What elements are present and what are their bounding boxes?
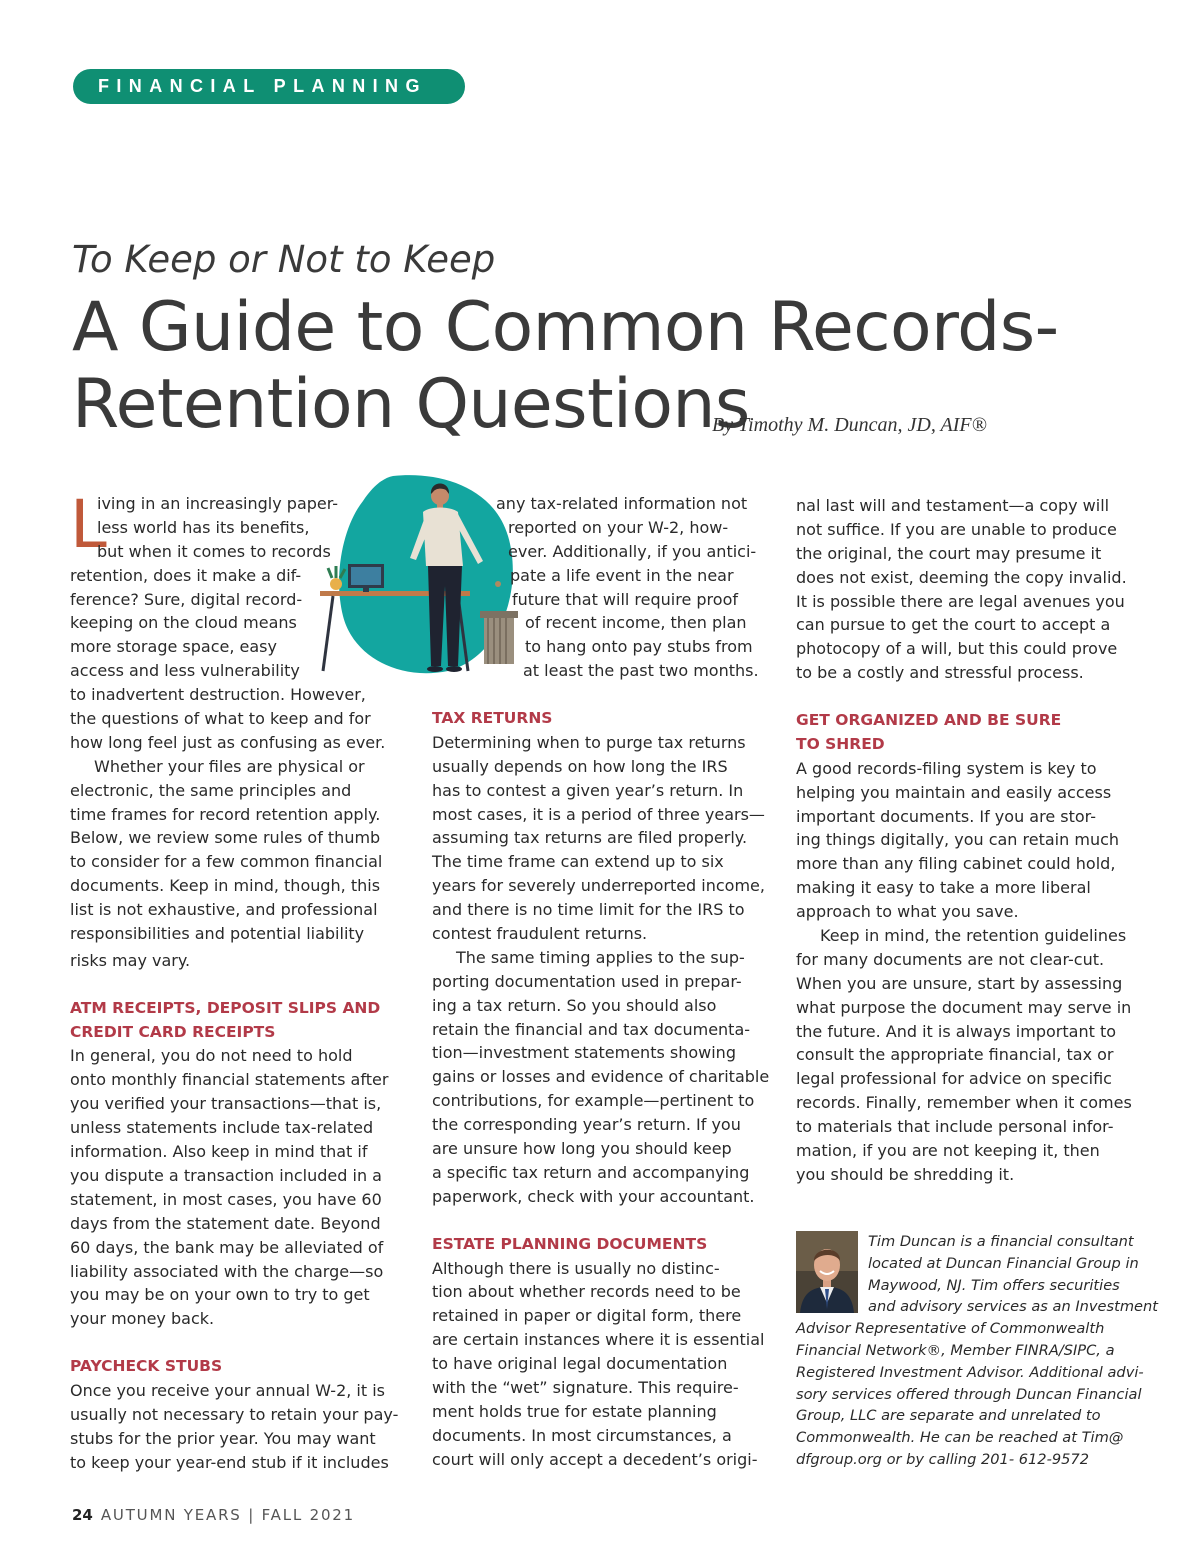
body-line: information. Also keep in mind that if (70, 1142, 368, 1162)
body-line: to inadvertent destruction. However, (70, 685, 366, 705)
body-line: stubs for the prior year. You may want (70, 1428, 376, 1448)
body-line: porting documentation used in prepar- (432, 971, 742, 991)
body-line: Whether your files are physical or (94, 756, 365, 776)
body-line: to have original legal documentation (432, 1354, 728, 1374)
author-bio (796, 1231, 1158, 1471)
article-title-line-2: Retention Questions (72, 365, 750, 444)
body-line: can pursue to get the court to accept a (796, 615, 1111, 635)
bio-line: Maywood, NJ. Tim offers securities (868, 1276, 1120, 1294)
body-line: retention, does it make a dif- (70, 565, 302, 585)
body-line: In general, you do not need to hold (70, 1046, 353, 1066)
body-line: Determining when to purge tax returns (432, 732, 746, 752)
body-line: paperwork, check with your accountant. (432, 1186, 755, 1206)
page-footer (72, 1506, 355, 1524)
body-line: tion—investment statements showing (432, 1043, 736, 1063)
body-line: Keep in mind, the retention guidelines (820, 926, 1127, 946)
body-line: more than any filing cabinet could hold, (796, 854, 1116, 874)
body-line: The time frame can extend up to six (432, 852, 724, 872)
body-line: has to contest a given year’s return. In (432, 780, 744, 800)
byline: By Timothy M. Duncan, JD, AIF® (712, 414, 987, 436)
bio-line: Group, LLC are separate and unrelated to (796, 1407, 1101, 1425)
body-line: unless statements include tax-related (70, 1118, 374, 1138)
body-line: documents. Keep in mind, though, this (70, 876, 381, 896)
body-line: documents. In most circumstances, a (432, 1425, 732, 1445)
body-line: of recent income, then plan (525, 613, 747, 633)
body-line: gains or losses and evidence of charitable (432, 1067, 770, 1087)
body-line: ing a tax return. So you should also (432, 995, 717, 1015)
column-3 (796, 494, 1132, 1187)
body-line: the corresponding year’s return. If you (432, 1115, 741, 1135)
bio-line: Advisor Representative of Commonwealth (796, 1320, 1105, 1338)
body-line: liability associated with the charge—so (70, 1261, 384, 1281)
body-line: to keep your year-end stub if it includes (70, 1452, 389, 1472)
bio-line: and advisory services as an Investment (868, 1298, 1158, 1316)
body-line: you should be shredding it. (796, 1164, 1015, 1184)
body-line: retained in paper or digital form, there (432, 1306, 742, 1326)
body-line: usually not necessary to retain your pay- (70, 1404, 399, 1424)
body-line: most cases, it is a period of three years— (432, 804, 765, 824)
body-line: ference? Sure, digital record- (70, 589, 303, 609)
subhead-estate-planning: ESTATE PLANNING DOCUMENTS (432, 1234, 708, 1253)
body-line: consult the appropriate financial, tax or (796, 1045, 1114, 1065)
body-line: the questions of what to keep and for (70, 709, 371, 729)
column-1 (70, 486, 399, 1475)
body-line: When you are unsure, start by assessing (796, 973, 1123, 993)
body-line: you verified your transactions—that is, (70, 1094, 382, 1114)
article-kicker: To Keep or Not to Keep (72, 238, 496, 281)
body-line: what purpose the document may serve in (796, 997, 1132, 1017)
bio-line: located at Duncan Financial Group in (868, 1254, 1139, 1272)
body-line: less world has its benefits, (97, 517, 310, 537)
subhead-get-organized: TO SHRED (796, 734, 885, 753)
body-line: mation, if you are not keeping it, then (796, 1141, 1100, 1161)
body-line: Once you receive your annual W-2, it is (70, 1380, 386, 1400)
publication-name: AUTUMN YEARS | FALL 2021 (100, 1506, 355, 1524)
page-number: 24 (72, 1506, 93, 1524)
body-line: approach to what you save. (796, 902, 1019, 922)
body-line: to hang onto pay stubs from (525, 637, 753, 657)
subhead-get-organized: GET ORGANIZED AND BE SURE (796, 711, 1062, 730)
body-line: you dispute a transaction included in a (70, 1165, 382, 1185)
body-line: 60 days, the bank may be alleviated of (70, 1237, 384, 1257)
body-line: statement, in most cases, you have 60 (70, 1189, 382, 1209)
body-line: to be a costly and stressful process. (796, 663, 1084, 683)
column-2 (432, 492, 769, 1472)
bio-line: Financial Network®, Member FINRA/SIPC, a (796, 1341, 1115, 1359)
body-line: electronic, the same principles and (70, 780, 352, 800)
body-line: court will only accept a decedent’s origi- (432, 1449, 758, 1469)
bio-line: dfgroup.org or by calling 201- 612-9572 (796, 1450, 1089, 1468)
body-line: access and less vulnerability (70, 661, 300, 681)
body-line: records. Finally, remember when it comes (796, 1093, 1132, 1113)
body-line: and there is no time limit for the IRS to (432, 900, 745, 920)
body-line: reported on your W-2, how- (508, 517, 729, 537)
body-line: list is not exhaustive, and professional (70, 900, 378, 920)
body-line: responsibilities and potential liability (70, 924, 365, 944)
body-line: the future. And it is always important to (796, 1021, 1116, 1041)
body-line: important documents. If you are stor- (796, 806, 1096, 826)
body-line: not suffice. If you are unable to produce (796, 519, 1117, 539)
body-line: more storage space, easy (70, 637, 277, 657)
drop-cap: L (70, 486, 107, 563)
body-line: for many documents are not clear-cut. (796, 949, 1105, 969)
bio-line: Tim Duncan is a financial consultant (868, 1233, 1134, 1250)
body-line: ment holds true for estate planning (432, 1401, 717, 1421)
body-line: helping you maintain and easily access (796, 782, 1112, 802)
body-line: assuming tax returns are filed properly. (432, 828, 748, 848)
body-line: making it easy to take a more liberal (796, 878, 1091, 898)
body-line: pate a life event in the near (510, 565, 734, 585)
body-line: a specific tax return and accompanying (432, 1162, 750, 1182)
body-line: does not exist, deeming the copy invalid. (796, 567, 1127, 587)
body-line: years for severely underreported income, (432, 876, 765, 896)
body-line: ever. Additionally, if you antici- (508, 541, 757, 561)
body-line: risks may vary. (70, 950, 191, 970)
body-line: Although there is usually no distinc- (432, 1258, 720, 1278)
body-line: ing things digitally, you can retain much (796, 830, 1120, 850)
bio-line: sory services offered through Duncan Financial (796, 1385, 1142, 1403)
body-line: the original, the court may presume it (796, 543, 1102, 563)
body-line: retain the financial and tax documenta- (432, 1019, 751, 1039)
body-line: how long feel just as confusing as ever. (70, 732, 386, 752)
bio-line: Commonwealth. He can be reached at Tim@ (796, 1429, 1124, 1447)
body-line: contributions, for example—pertinent to (432, 1091, 755, 1111)
body-line: any tax-related information not (496, 494, 748, 513)
body-line: you may be on your own to try to get (70, 1285, 370, 1305)
body-line: are certain instances where it is essential (432, 1330, 765, 1350)
body-line: keeping on the cloud means (70, 613, 297, 633)
article-title-line-1: A Guide to Common Records- (72, 288, 1059, 367)
body-line: future that will require proof (512, 589, 738, 609)
body-line: usually depends on how long the IRS (432, 756, 728, 776)
body-line: days from the statement date. Beyond (70, 1213, 381, 1233)
body-line: legal professional for advice on specific (796, 1069, 1112, 1089)
body-line: tion about whether records need to be (432, 1282, 741, 1302)
body-line: to consider for a few common financial (70, 852, 383, 872)
body-line: are unsure how long you should keep (432, 1139, 732, 1159)
body-line: to materials that include personal infor- (796, 1117, 1114, 1137)
body-line: onto monthly financial statements after (70, 1070, 389, 1090)
body-line: It is possible there are legal avenues you (796, 591, 1125, 611)
subhead-atm-receipts: CREDIT CARD RECEIPTS (70, 1022, 276, 1041)
body-line: but when it comes to records (97, 541, 331, 561)
body-line: time frames for record retention apply. (70, 804, 381, 824)
bio-line: Registered Investment Advisor. Additional advi- (796, 1363, 1144, 1381)
body-line: with the “wet” signature. This require- (432, 1377, 739, 1397)
body-line: The same timing applies to the sup- (456, 947, 745, 967)
subhead-atm-receipts: ATM RECEIPTS, DEPOSIT SLIPS AND (70, 998, 381, 1017)
body-line: at least the past two months. (523, 661, 759, 681)
subhead-tax-returns: TAX RETURNS (432, 709, 553, 728)
body-line: Below, we review some rules of thumb (70, 828, 381, 848)
body-line: nal last will and testament—a copy will (796, 496, 1110, 515)
body-line: your money back. (70, 1309, 215, 1329)
body-line: iving in an increasingly paper- (97, 494, 339, 513)
body-line: contest fraudulent returns. (432, 924, 648, 944)
section-label: FINANCIAL PLANNING (73, 69, 465, 104)
body-line: photocopy of a will, but this could prove (796, 639, 1118, 659)
subhead-paycheck-stubs: PAYCHECK STUBS (70, 1357, 223, 1376)
body-line: A good records-filing system is key to (796, 758, 1097, 778)
